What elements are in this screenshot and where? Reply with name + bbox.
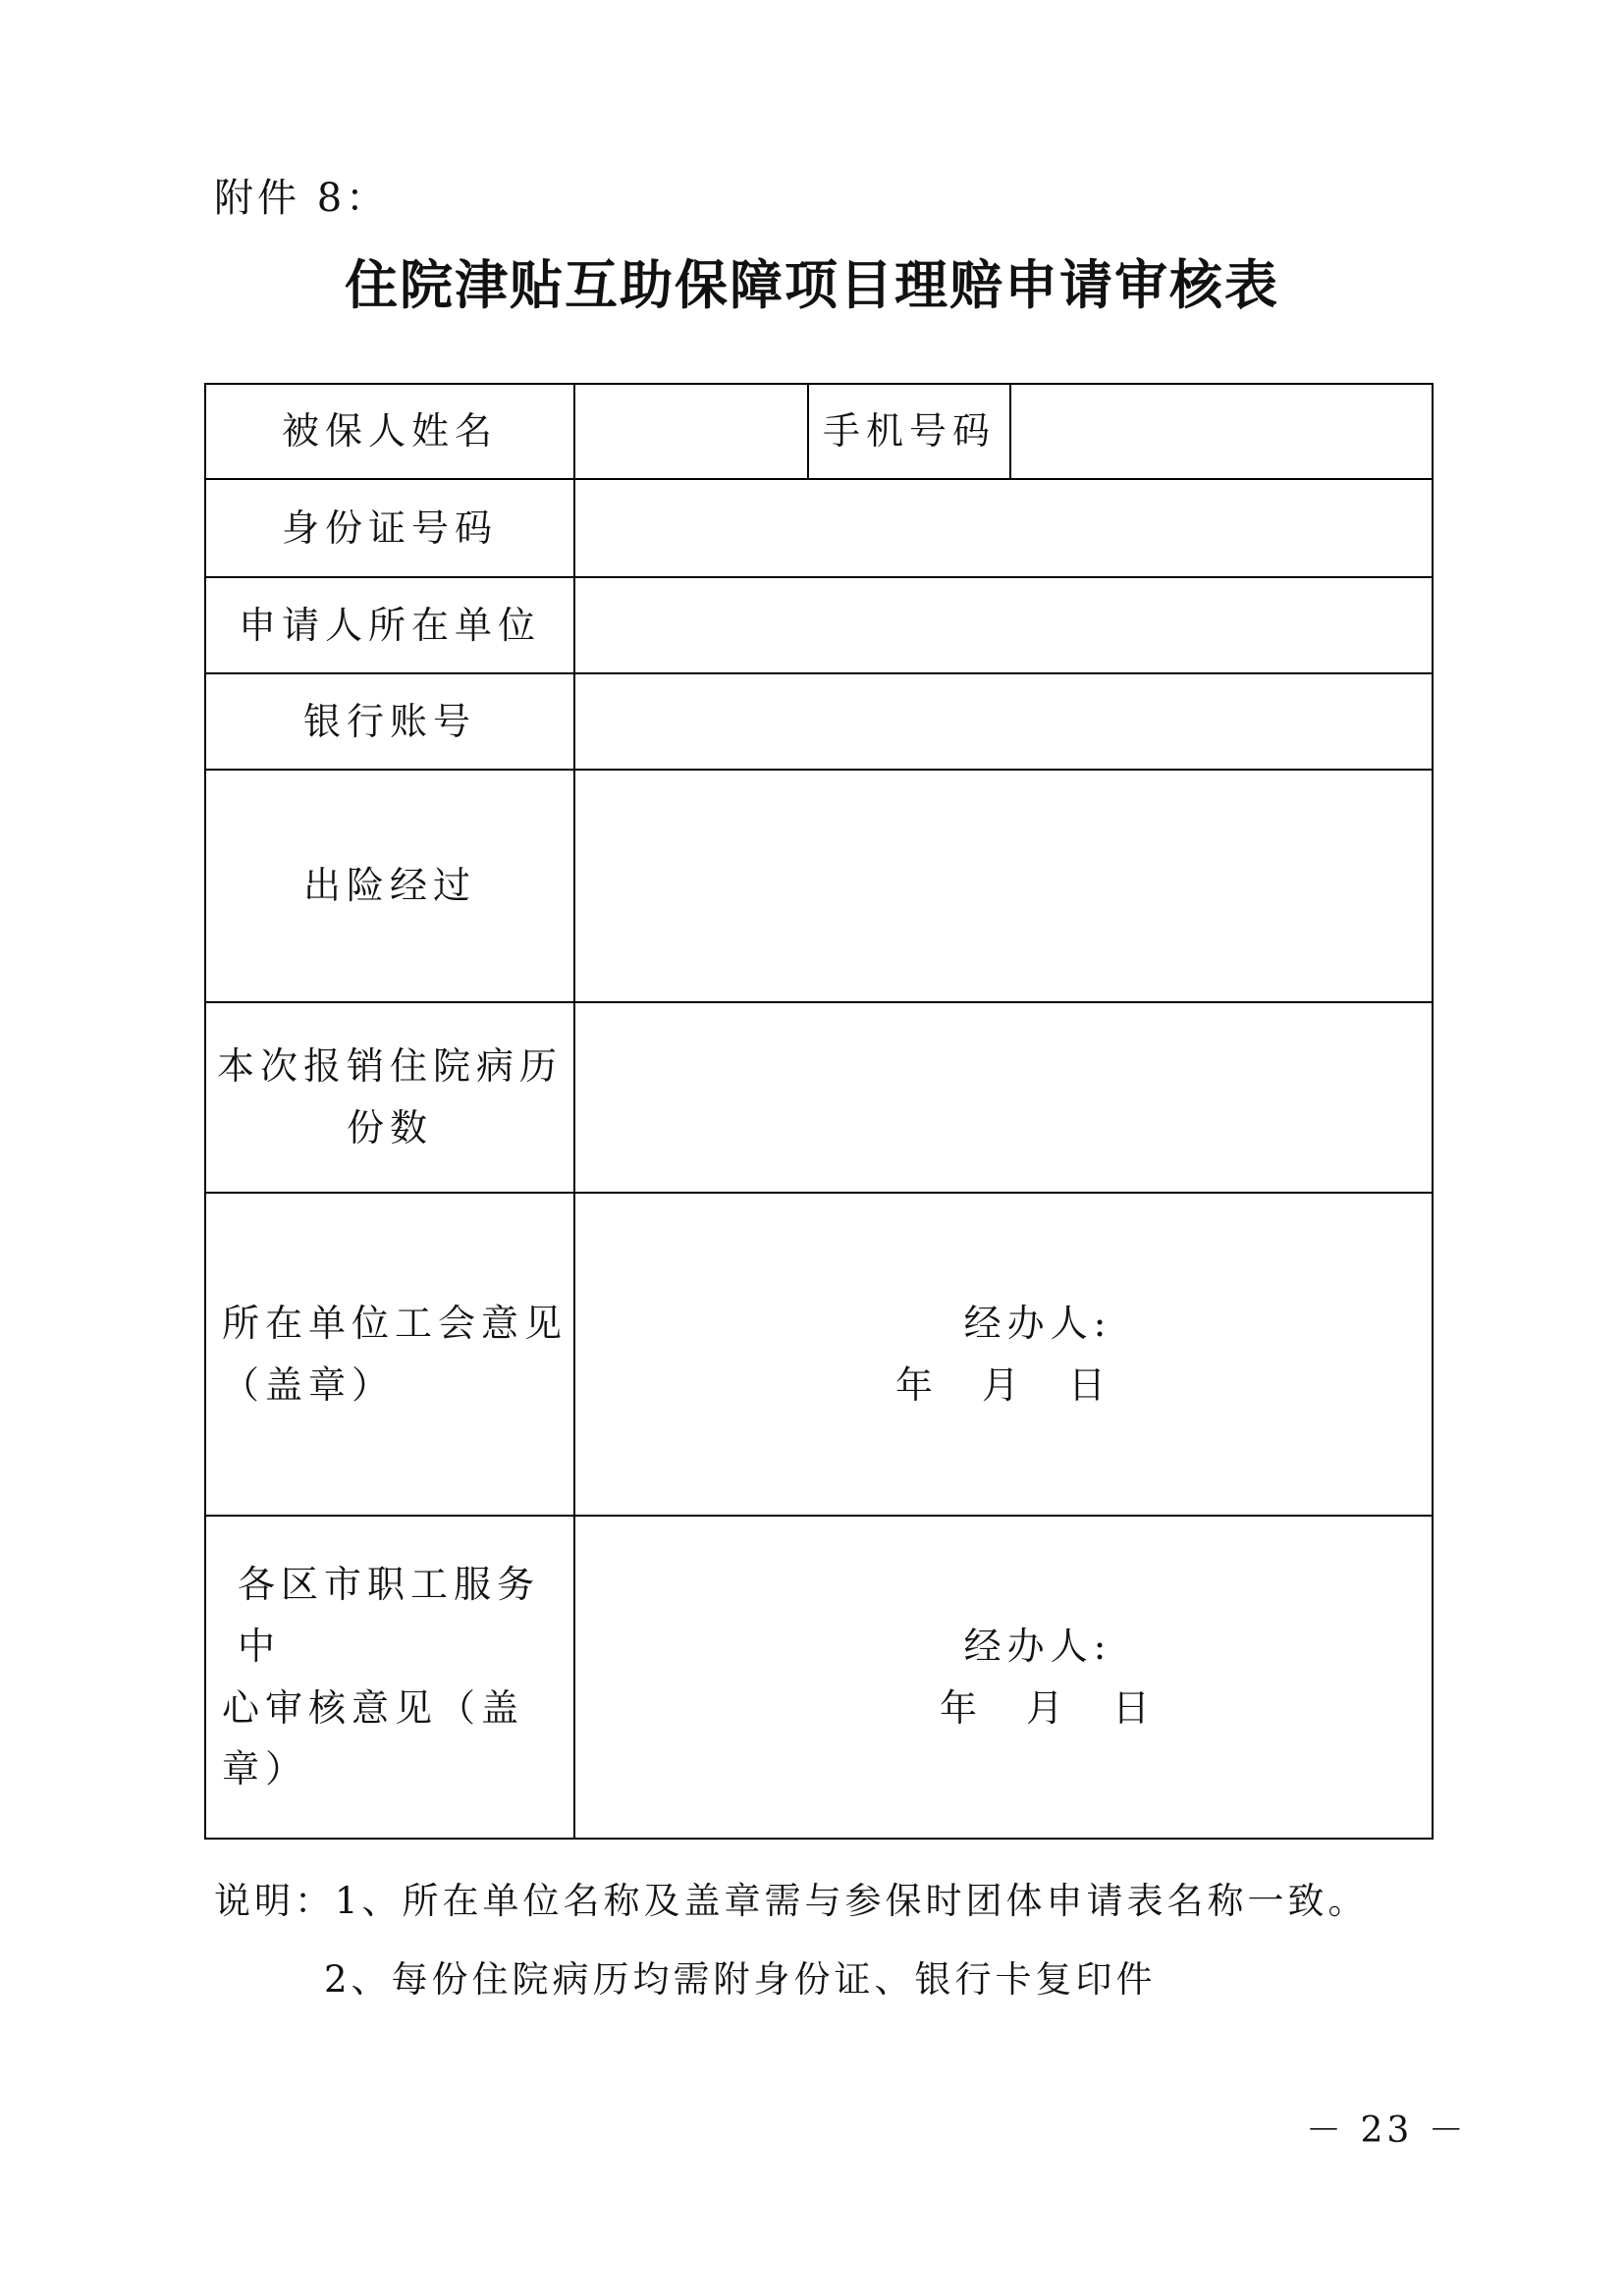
id-number-field[interactable] (574, 479, 1433, 577)
center-opinion-field[interactable] (574, 1516, 1433, 1839)
incident-label: 出险经过 (205, 770, 574, 1002)
id-number-label: 身份证号码 (205, 479, 574, 577)
bank-account-field[interactable] (574, 673, 1433, 770)
insured-name-label: 被保人姓名 (205, 384, 574, 479)
row-applicant-unit (205, 577, 1433, 673)
form-title: 住院津贴互助保障项目理赔申请审核表 (345, 253, 1279, 316)
center-opinion-label-line2: 心审核意见（盖章） (222, 1685, 525, 1791)
note-line-1: 说明：1、所在单位名称及盖章需与参保时团体申请表名称一致。 (214, 1880, 1369, 1922)
union-handler-label: 经办人: (963, 1301, 1112, 1345)
claim-form-table (204, 383, 1434, 1840)
records-count-label-line1: 本次报销住院病历 (216, 1044, 563, 1089)
phone-field[interactable] (1010, 384, 1433, 479)
row-insured-name (205, 384, 1433, 479)
bank-account-label: 银行账号 (205, 673, 574, 770)
phone-label: 手机号码 (808, 384, 1010, 479)
applicant-unit-label: 申请人所在单位 (205, 577, 574, 673)
union-date-label: 年 月 日 (894, 1362, 1111, 1407)
center-date-label: 年 月 日 (939, 1685, 1156, 1730)
attachment-label: 附件 8： (214, 176, 390, 221)
union-opinion-label-line1: 所在单位工会意见 (222, 1301, 568, 1345)
note-line-2: 2、每份住院病历均需附身份证、银行卡复印件 (324, 1958, 1157, 2001)
records-count-label-line2: 份数 (346, 1106, 433, 1149)
row-id-number (205, 479, 1433, 577)
center-handler-label: 经办人: (963, 1624, 1112, 1668)
union-opinion-label (205, 1193, 574, 1516)
row-incident (205, 770, 1433, 1002)
center-opinion-label (205, 1516, 574, 1839)
row-records-count (205, 1002, 1433, 1193)
row-bank-account (205, 673, 1433, 770)
union-opinion-field[interactable] (574, 1193, 1433, 1516)
incident-field[interactable] (574, 770, 1433, 1002)
center-opinion-label-line1: 各区市职工服务中 (238, 1563, 541, 1668)
page-number: － 23 － (1306, 2110, 1468, 2151)
union-opinion-label-line2: （盖章） (222, 1362, 396, 1407)
row-center-opinion (205, 1516, 1433, 1839)
records-count-label (205, 1002, 574, 1193)
applicant-unit-field[interactable] (574, 577, 1433, 673)
records-count-field[interactable] (574, 1002, 1433, 1193)
insured-name-field[interactable] (574, 384, 808, 479)
row-union-opinion (205, 1193, 1433, 1516)
